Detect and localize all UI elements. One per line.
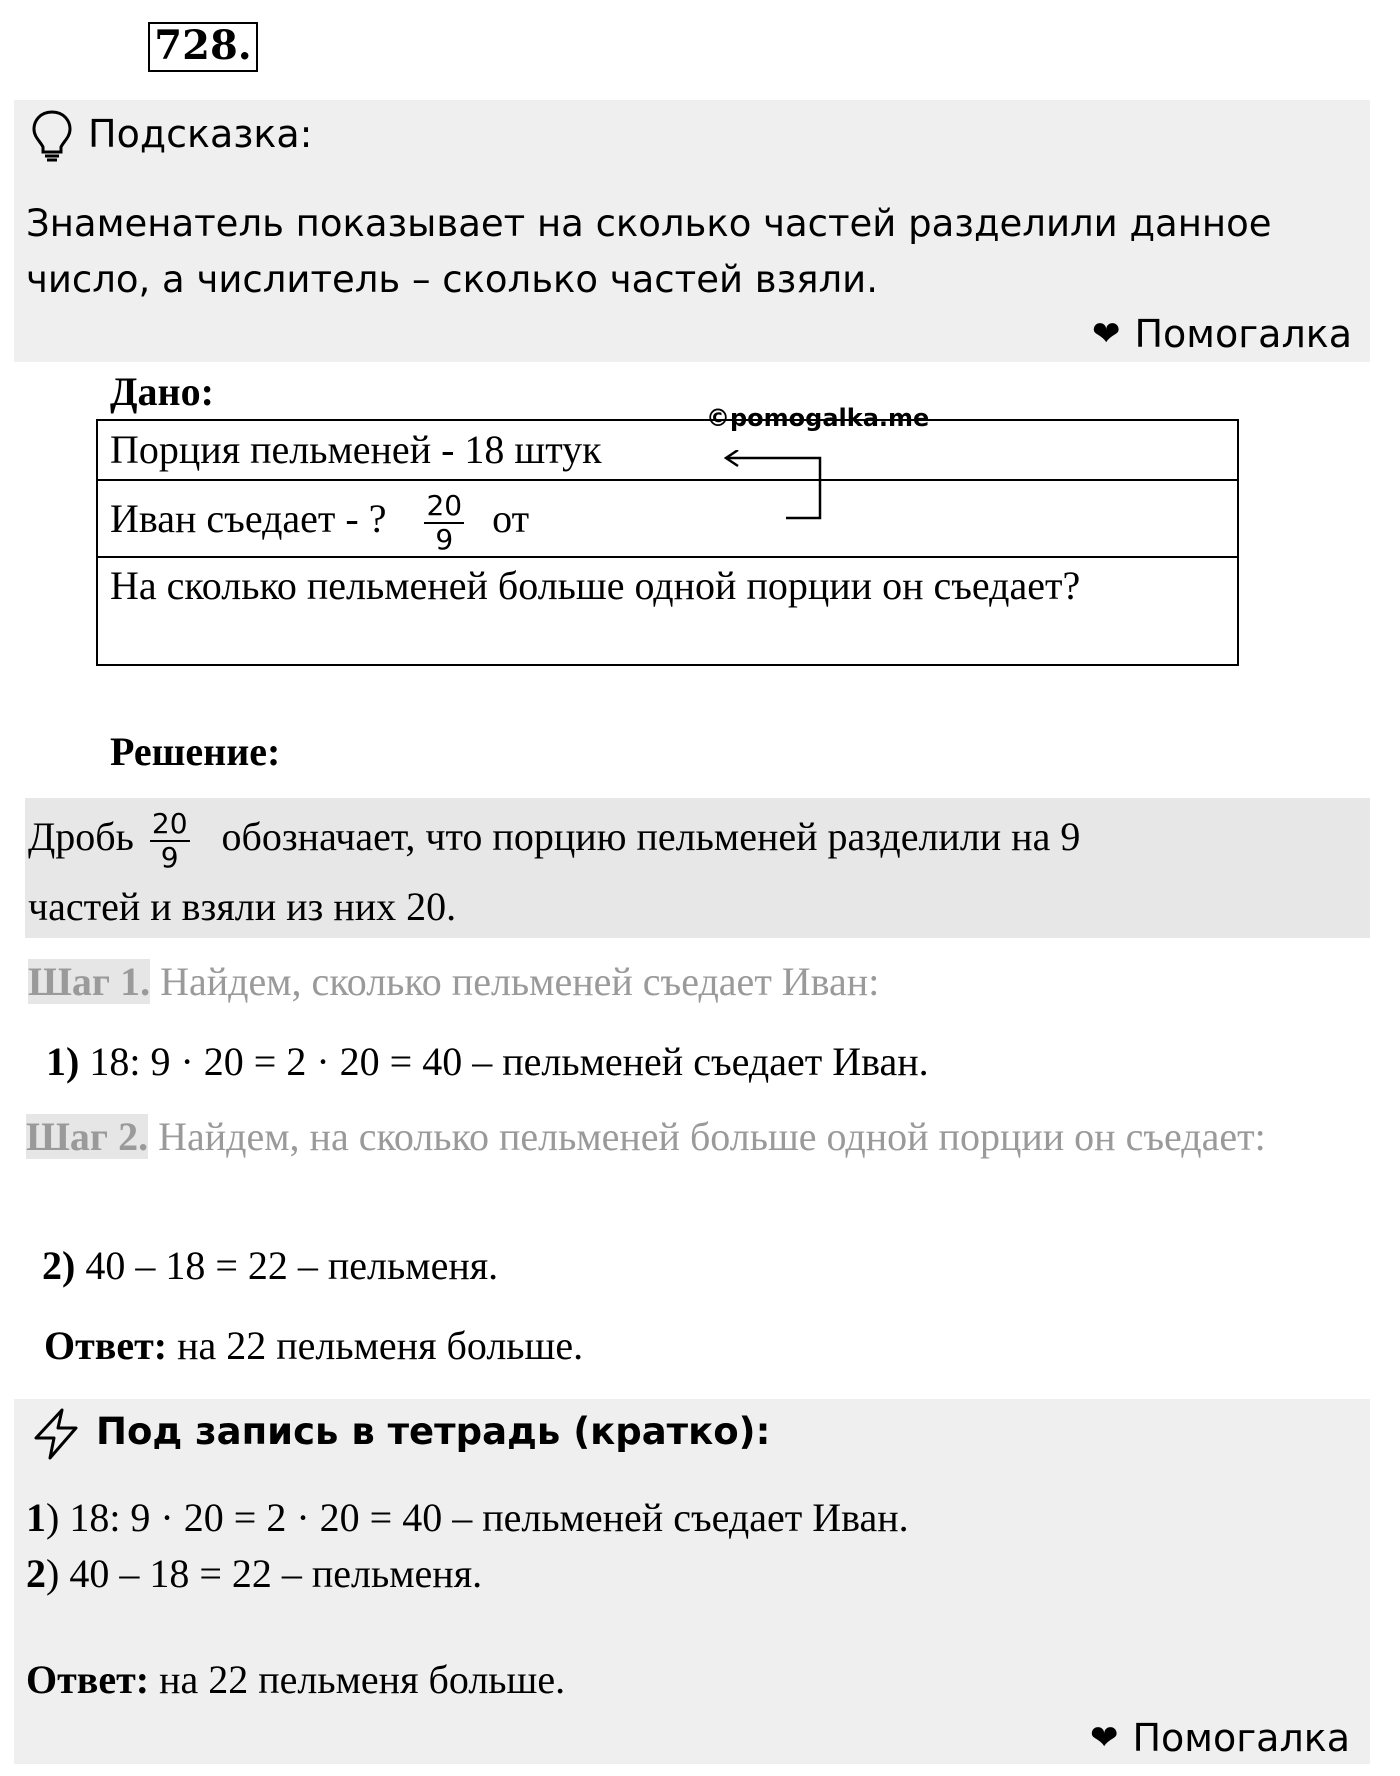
notes-answer	[26, 1656, 565, 1703]
fraction-numerator: 20	[151, 806, 188, 840]
notes-answer-text: на 22 пельменя больше.	[149, 1657, 566, 1702]
step-1-label: Шаг 1.	[28, 959, 151, 1004]
heart-icon: ❤	[1089, 1718, 1119, 1758]
given-row-portion	[97, 420, 1238, 480]
given-row-question-text: На сколько пельменей больше одной порции он съедает?	[110, 563, 1081, 608]
table-row	[97, 420, 1238, 480]
fraction-explanation-line1	[28, 802, 1358, 872]
table-row	[97, 480, 1238, 557]
calc-2	[42, 1242, 498, 1289]
answer-text: на 22 пельменя больше.	[167, 1323, 584, 1368]
given-row-question	[97, 557, 1238, 665]
fraction-denominator: 9	[160, 840, 179, 874]
calc-1-number: 1)	[46, 1039, 80, 1084]
calc-1-text: 18: 9 · 20 = 2 · 20 = 40 – пельменей съедает Иван.	[79, 1039, 929, 1084]
task-number: 728.	[148, 22, 258, 72]
notes-line-1	[26, 1494, 909, 1541]
lightning-icon	[28, 1406, 84, 1462]
solution-title: Решение:	[110, 729, 281, 774]
hint-text: Знаменатель показывает на сколько частей разделили данное число, а числитель – сколько частей взяли.	[26, 202, 1272, 301]
table-row	[97, 557, 1238, 665]
calc-2-text: 40 – 18 = 22 – пельменя.	[75, 1243, 499, 1288]
fraction-explanation-prefix: Дробь	[28, 814, 134, 859]
step-2-label: Шаг 2.	[26, 1114, 149, 1159]
fraction-numerator: 20	[426, 488, 463, 522]
step-2-text: Найдем, на сколько пельменей больше одной порции он съедает:	[148, 1114, 1266, 1159]
notes-line-1-text: ) 18: 9 · 20 = 2 · 20 = 40 – пельменей съедает Иван.	[46, 1495, 909, 1540]
notes-line-2-text: ) 40 – 18 = 22 – пельменя.	[46, 1551, 483, 1596]
hint-title: Подсказка:	[88, 112, 313, 156]
lightbulb-icon	[30, 108, 74, 164]
given-row-ivan	[97, 480, 1238, 557]
hint-brand	[1092, 312, 1352, 356]
notes-title: Под запись в тетрадь (кратко):	[96, 1410, 771, 1453]
calc-2-number: 2)	[42, 1243, 76, 1288]
notes-line-2-number: 2	[26, 1551, 46, 1596]
notes-brand-label: Помогалка	[1132, 1716, 1350, 1760]
step-1-text: Найдем, сколько пельменей съедает Иван:	[150, 959, 880, 1004]
given-fraction	[424, 488, 464, 556]
solution-fraction	[150, 806, 190, 874]
notes-brand	[1090, 1716, 1350, 1760]
arrow-icon	[720, 450, 830, 524]
answer	[44, 1322, 583, 1369]
answer-label: Ответ:	[44, 1323, 168, 1368]
heart-icon: ❤	[1091, 314, 1121, 354]
given-row-ivan-prefix: Иван съедает - ?	[110, 496, 387, 541]
step-2	[26, 1108, 1336, 1166]
given-row-portion-text: Порция пельменей - 18 штук	[110, 427, 602, 472]
notes-answer-label: Ответ:	[26, 1657, 150, 1702]
given-title: Дано:	[110, 369, 214, 414]
fraction-explanation-line2: частей и взяли из них 20.	[28, 884, 457, 929]
step-1	[28, 958, 879, 1005]
notes-line-1-number: 1	[26, 1495, 46, 1540]
fraction-denominator: 9	[435, 522, 454, 556]
watermark: ©pomogalka.me	[706, 404, 930, 432]
fraction-explanation	[28, 802, 1358, 942]
hint-brand-label: Помогалка	[1134, 312, 1352, 356]
notes-line-2	[26, 1550, 482, 1597]
given-row-ivan-suffix: от	[492, 496, 530, 541]
given-table	[96, 419, 1239, 666]
fraction-explanation-text: обозначает, что порцию пельменей разделили на 9	[221, 814, 1081, 859]
calc-1	[46, 1038, 929, 1085]
